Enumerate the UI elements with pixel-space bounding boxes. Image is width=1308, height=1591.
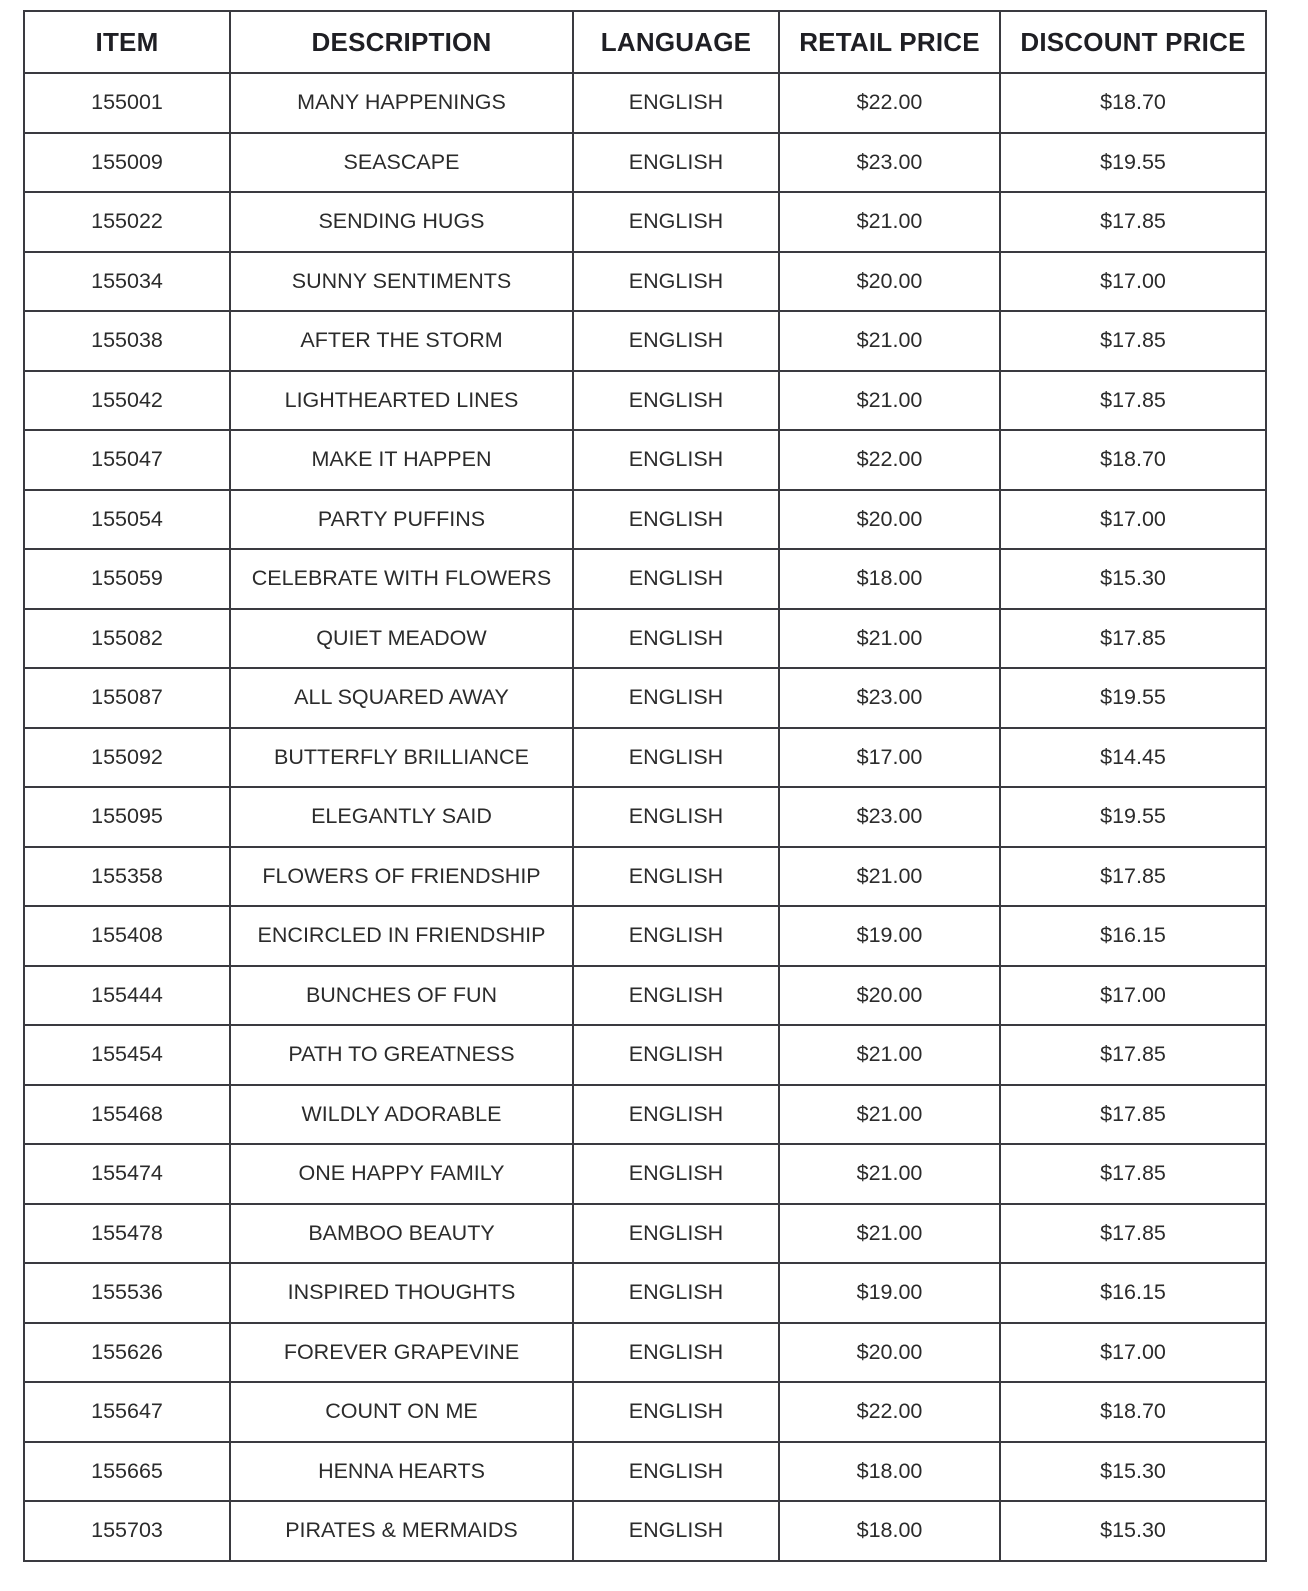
- cell-discount-price: $19.55: [1000, 133, 1266, 193]
- cell-item: 155468: [24, 1085, 230, 1145]
- cell-discount-price: $17.85: [1000, 1085, 1266, 1145]
- table-row: [24, 1323, 1266, 1383]
- table-header: [24, 11, 1266, 73]
- cell-description: ALL SQUARED AWAY: [230, 668, 573, 728]
- table-row: [24, 192, 1266, 252]
- table-row: [24, 847, 1266, 907]
- cell-language: ENGLISH: [573, 1501, 779, 1561]
- cell-retail-price: $23.00: [779, 787, 1000, 847]
- cell-retail-price: $23.00: [779, 133, 1000, 193]
- cell-language: ENGLISH: [573, 192, 779, 252]
- table-row: [24, 1204, 1266, 1264]
- cell-description: FOREVER GRAPEVINE: [230, 1323, 573, 1383]
- column-header-discount-price: DISCOUNT PRICE: [1000, 11, 1266, 73]
- cell-retail-price: $22.00: [779, 1382, 1000, 1442]
- cell-retail-price: $20.00: [779, 966, 1000, 1026]
- cell-language: ENGLISH: [573, 906, 779, 966]
- table-row: [24, 1501, 1266, 1561]
- cell-discount-price: $17.85: [1000, 192, 1266, 252]
- cell-language: ENGLISH: [573, 133, 779, 193]
- cell-retail-price: $20.00: [779, 1323, 1000, 1383]
- cell-retail-price: $21.00: [779, 1085, 1000, 1145]
- table-row: [24, 252, 1266, 312]
- table-row: [24, 966, 1266, 1026]
- cell-description: PARTY PUFFINS: [230, 490, 573, 550]
- table-row: [24, 609, 1266, 669]
- table-row: [24, 549, 1266, 609]
- cell-discount-price: $17.85: [1000, 847, 1266, 907]
- cell-description: PATH TO GREATNESS: [230, 1025, 573, 1085]
- cell-description: ONE HAPPY FAMILY: [230, 1144, 573, 1204]
- cell-retail-price: $19.00: [779, 1263, 1000, 1323]
- cell-retail-price: $22.00: [779, 430, 1000, 490]
- cell-retail-price: $23.00: [779, 668, 1000, 728]
- cell-language: ENGLISH: [573, 1442, 779, 1502]
- cell-item: 155038: [24, 311, 230, 371]
- cell-discount-price: $18.70: [1000, 73, 1266, 133]
- cell-item: 155647: [24, 1382, 230, 1442]
- cell-discount-price: $14.45: [1000, 728, 1266, 788]
- cell-item: 155703: [24, 1501, 230, 1561]
- cell-description: BUNCHES OF FUN: [230, 966, 573, 1026]
- cell-discount-price: $18.70: [1000, 1382, 1266, 1442]
- cell-discount-price: $17.00: [1000, 966, 1266, 1026]
- cell-retail-price: $19.00: [779, 906, 1000, 966]
- cell-discount-price: $17.00: [1000, 252, 1266, 312]
- cell-discount-price: $17.85: [1000, 1144, 1266, 1204]
- cell-item: 155536: [24, 1263, 230, 1323]
- cell-item: 155358: [24, 847, 230, 907]
- cell-retail-price: $18.00: [779, 1501, 1000, 1561]
- cell-item: 155042: [24, 371, 230, 431]
- cell-item: 155047: [24, 430, 230, 490]
- cell-discount-price: $18.70: [1000, 430, 1266, 490]
- table-row: [24, 1085, 1266, 1145]
- cell-description: SUNNY SENTIMENTS: [230, 252, 573, 312]
- column-header-item: ITEM: [24, 11, 230, 73]
- column-header-retail-price: RETAIL PRICE: [779, 11, 1000, 73]
- column-header-description: DESCRIPTION: [230, 11, 573, 73]
- cell-retail-price: $20.00: [779, 490, 1000, 550]
- cell-discount-price: $15.30: [1000, 1442, 1266, 1502]
- cell-description: MAKE IT HAPPEN: [230, 430, 573, 490]
- table-row: [24, 311, 1266, 371]
- cell-language: ENGLISH: [573, 728, 779, 788]
- cell-retail-price: $21.00: [779, 1144, 1000, 1204]
- column-header-language: LANGUAGE: [573, 11, 779, 73]
- cell-retail-price: $18.00: [779, 1442, 1000, 1502]
- cell-language: ENGLISH: [573, 847, 779, 907]
- cell-item: 155022: [24, 192, 230, 252]
- cell-discount-price: $17.85: [1000, 311, 1266, 371]
- cell-language: ENGLISH: [573, 73, 779, 133]
- cell-discount-price: $17.85: [1000, 1204, 1266, 1264]
- cell-language: ENGLISH: [573, 1144, 779, 1204]
- cell-language: ENGLISH: [573, 252, 779, 312]
- table-body: [24, 73, 1266, 1561]
- table-row: [24, 490, 1266, 550]
- table-row: [24, 668, 1266, 728]
- price-table: [23, 10, 1267, 1562]
- cell-retail-price: $21.00: [779, 192, 1000, 252]
- cell-description: BAMBOO BEAUTY: [230, 1204, 573, 1264]
- cell-retail-price: $22.00: [779, 73, 1000, 133]
- cell-retail-price: $17.00: [779, 728, 1000, 788]
- cell-item: 155478: [24, 1204, 230, 1264]
- table-row: [24, 906, 1266, 966]
- table-row: [24, 371, 1266, 431]
- cell-discount-price: $19.55: [1000, 787, 1266, 847]
- cell-description: PIRATES & MERMAIDS: [230, 1501, 573, 1561]
- cell-description: HENNA HEARTS: [230, 1442, 573, 1502]
- cell-item: 155408: [24, 906, 230, 966]
- cell-language: ENGLISH: [573, 311, 779, 371]
- cell-description: MANY HAPPENINGS: [230, 73, 573, 133]
- cell-item: 155092: [24, 728, 230, 788]
- cell-item: 155474: [24, 1144, 230, 1204]
- cell-language: ENGLISH: [573, 787, 779, 847]
- cell-item: 155001: [24, 73, 230, 133]
- cell-language: ENGLISH: [573, 490, 779, 550]
- cell-language: ENGLISH: [573, 966, 779, 1026]
- cell-description: CELEBRATE WITH FLOWERS: [230, 549, 573, 609]
- cell-retail-price: $21.00: [779, 609, 1000, 669]
- cell-item: 155009: [24, 133, 230, 193]
- cell-item: 155444: [24, 966, 230, 1026]
- table-row: [24, 133, 1266, 193]
- cell-description: SEASCAPE: [230, 133, 573, 193]
- cell-discount-price: $17.00: [1000, 1323, 1266, 1383]
- cell-item: 155059: [24, 549, 230, 609]
- cell-item: 155665: [24, 1442, 230, 1502]
- cell-description: WILDLY ADORABLE: [230, 1085, 573, 1145]
- cell-retail-price: $20.00: [779, 252, 1000, 312]
- table-row: [24, 1025, 1266, 1085]
- table-row: [24, 728, 1266, 788]
- header-row: [24, 11, 1266, 73]
- cell-language: ENGLISH: [573, 371, 779, 431]
- cell-item: 155454: [24, 1025, 230, 1085]
- price-table-container: [23, 10, 1267, 1562]
- cell-description: LIGHTHEARTED LINES: [230, 371, 573, 431]
- cell-retail-price: $21.00: [779, 311, 1000, 371]
- cell-discount-price: $17.85: [1000, 371, 1266, 431]
- cell-description: COUNT ON ME: [230, 1382, 573, 1442]
- cell-retail-price: $18.00: [779, 549, 1000, 609]
- cell-language: ENGLISH: [573, 1204, 779, 1264]
- table-row: [24, 1382, 1266, 1442]
- cell-description: ENCIRCLED IN FRIENDSHIP: [230, 906, 573, 966]
- cell-discount-price: $16.15: [1000, 1263, 1266, 1323]
- cell-language: ENGLISH: [573, 1263, 779, 1323]
- cell-item: 155087: [24, 668, 230, 728]
- cell-item: 155626: [24, 1323, 230, 1383]
- cell-language: ENGLISH: [573, 549, 779, 609]
- cell-description: INSPIRED THOUGHTS: [230, 1263, 573, 1323]
- table-row: [24, 430, 1266, 490]
- cell-language: ENGLISH: [573, 430, 779, 490]
- cell-retail-price: $21.00: [779, 1204, 1000, 1264]
- table-row: [24, 1442, 1266, 1502]
- cell-language: ENGLISH: [573, 1382, 779, 1442]
- cell-discount-price: $17.85: [1000, 1025, 1266, 1085]
- table-row: [24, 787, 1266, 847]
- cell-retail-price: $21.00: [779, 847, 1000, 907]
- cell-description: ELEGANTLY SAID: [230, 787, 573, 847]
- cell-language: ENGLISH: [573, 668, 779, 728]
- cell-language: ENGLISH: [573, 1085, 779, 1145]
- cell-discount-price: $17.85: [1000, 609, 1266, 669]
- cell-discount-price: $15.30: [1000, 549, 1266, 609]
- cell-item: 155034: [24, 252, 230, 312]
- cell-item: 155054: [24, 490, 230, 550]
- cell-description: QUIET MEADOW: [230, 609, 573, 669]
- cell-language: ENGLISH: [573, 609, 779, 669]
- cell-discount-price: $19.55: [1000, 668, 1266, 728]
- cell-description: BUTTERFLY BRILLIANCE: [230, 728, 573, 788]
- cell-description: AFTER THE STORM: [230, 311, 573, 371]
- cell-language: ENGLISH: [573, 1025, 779, 1085]
- cell-discount-price: $17.00: [1000, 490, 1266, 550]
- table-row: [24, 73, 1266, 133]
- table-row: [24, 1144, 1266, 1204]
- table-row: [24, 1263, 1266, 1323]
- cell-item: 155095: [24, 787, 230, 847]
- cell-language: ENGLISH: [573, 1323, 779, 1383]
- cell-description: SENDING HUGS: [230, 192, 573, 252]
- cell-discount-price: $15.30: [1000, 1501, 1266, 1561]
- cell-retail-price: $21.00: [779, 1025, 1000, 1085]
- cell-discount-price: $16.15: [1000, 906, 1266, 966]
- cell-retail-price: $21.00: [779, 371, 1000, 431]
- cell-item: 155082: [24, 609, 230, 669]
- cell-description: FLOWERS OF FRIENDSHIP: [230, 847, 573, 907]
